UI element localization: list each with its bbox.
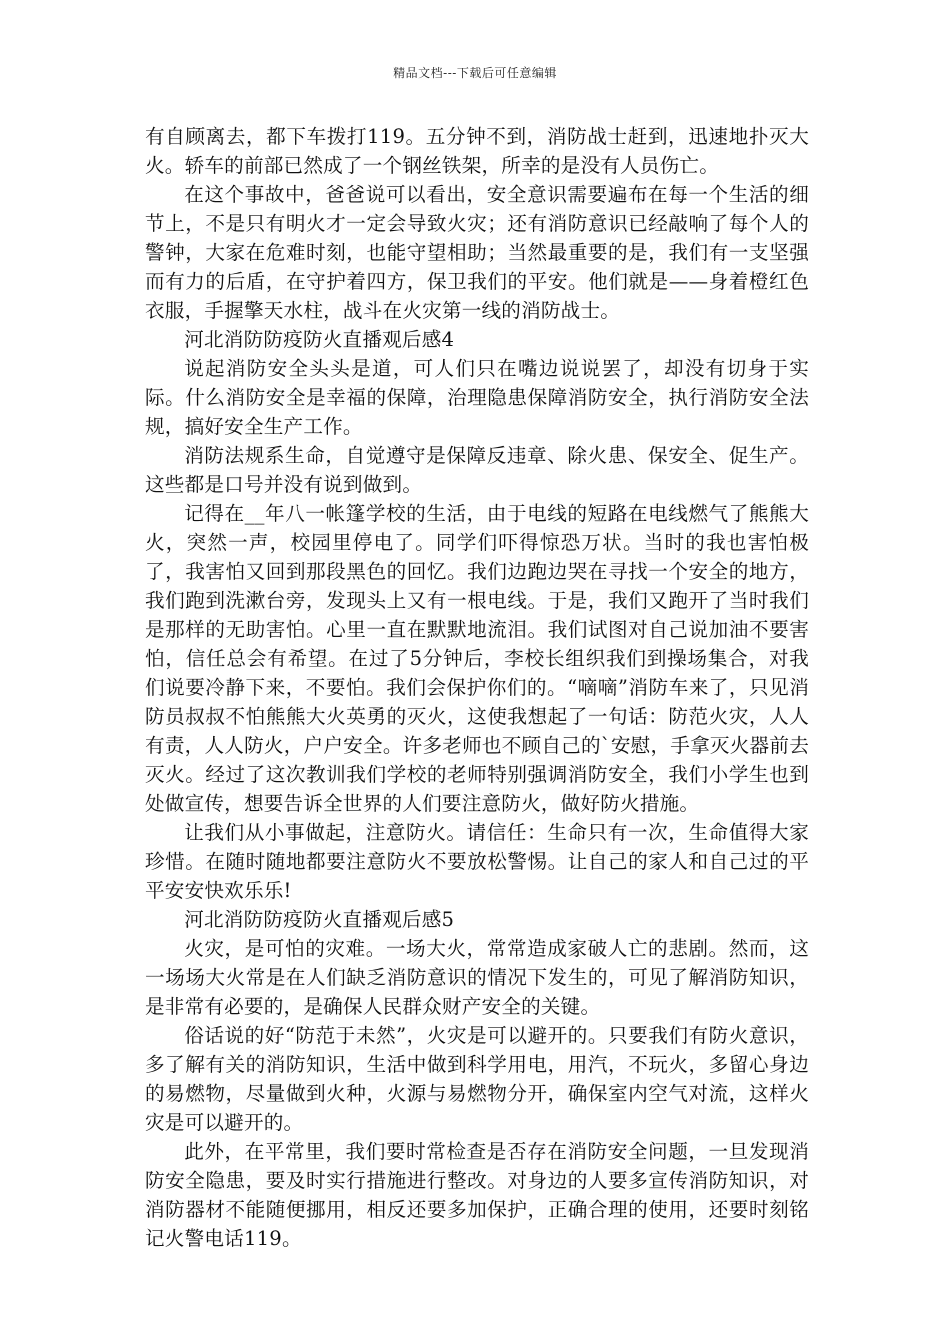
paragraph: 此外，在平常里，我们要时常检查是否存在消防安全问题，一旦发现消防安全隐患，要及时实行措施进行整改。对身边的人要多宣传消防知识，对消防器材不能随便挪用，相反还要多加保护，正确合理的使用，还要时刻铭记火警电话119。	[145, 1140, 809, 1250]
document-body	[145, 122, 809, 1253]
section-heading: 河北消防防疫防火直播观后感4	[184, 328, 455, 351]
paragraph: 火灾，是可怕的灾难。一场大火，常常造成家破人亡的悲剧。然而，这一场场大火常是在人们缺乏消防意识的情况下发生的，可见了解消防知识，是非常有必要的，是确保人民群众财产安全的关键。	[145, 937, 809, 1018]
paragraph: 俗话说的好“防范于未然”，火灾是可以避开的。只要我们有防火意识，多了解有关的消防知识，生活中做到科学用电，用汽，不玩火，多留心身边的易燃物，尽量做到火种，火源与易燃物分开，确保室内空气对流，这样火灾是可以避开的。	[145, 1024, 809, 1134]
paragraph: 在这个事故中，爸爸说可以看出，安全意识需要遍布在每一个生活的细节上，不是只有明火才一定会导致火灾；还有消防意识已经敲响了每个人的警钟，大家在危难时刻，也能守望相助；当然最重要的是，我们有一支坚强而有力的后盾，在守护着四方，保卫我们的平安。他们就是——身着橙红色衣服，手握擎天水柱，战斗在火灾第一线的消防战士。	[145, 183, 809, 322]
paragraph: 让我们从小事做起，注意防火。请信任：生命只有一次，生命值得大家珍惜。在随时随地都要注意防火不要放松警惕。让自己的家人和自己过的平平安安快欢乐乐!	[145, 821, 809, 902]
section-heading: 河北消防防疫防火直播观后感5	[184, 908, 455, 931]
paragraph: 消防法规系生命，自觉遵守是保障反违章、除火患、保安全、促生产。这些都是口号并没有说到做到。	[145, 444, 809, 496]
paragraph: 说起消防安全头头是道，可人们只在嘴边说说罢了，却没有切身于实际。什么消防安全是幸福的保障，治理隐患保障消防安全，执行消防安全法规，搞好安全生产工作。	[145, 357, 809, 438]
page-header: 精品文档---下载后可任意编辑	[393, 66, 557, 80]
paragraph: 记得在__年八一帐篷学校的生活，由于电线的短路在电线燃气了熊熊大火，突然一声，校园里停电了。同学们吓得惊恐万状。当时的我也害怕极了，我害怕又回到那段黑色的回忆。我们边跑边哭在寻找一个安全的地方，我们跑到洗漱台旁，发现头上又有一根电线。于是，我们又跑开了当时我们是那样的无助害怕。心里一直在默默地流泪。我们试图对自己说加油不要害怕，信任总会有希望。在过了5分钟后，李校长组织我们到操场集合，对我们说要冷静下来，不要怕。我们会保护你们的。“嘀嘀”消防车来了，只见消防员叔叔不怕熊熊大火英勇的灭火，这使我想起了一句话：防范火灾，人人有责，人人防火，户户安全。许多老师也不顾自己的`安慰，手拿灭火器前去灭火。经过了这次教训我们学校的老师特别强调消防安全，我们小学生也到处做宣传，想要告诉全世界的人们要注意防火，做好防火措施。	[145, 502, 809, 815]
paragraph: 有自顾离去，都下车拨打119。五分钟不到，消防战士赶到，迅速地扑灭大火。轿车的前部已然成了一个钢丝铁架，所幸的是没有人员伤亡。	[145, 125, 809, 177]
